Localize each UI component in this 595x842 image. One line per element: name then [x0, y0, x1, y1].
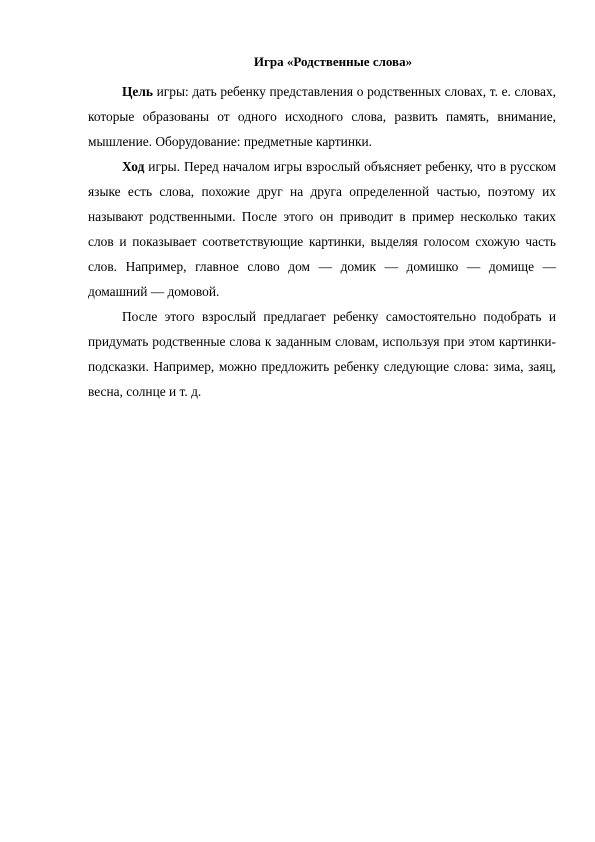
document-title: Игра «Родственные слова»	[253, 54, 413, 69]
paragraph-task-text: После этого взрослый предлагает ребенку самостоятельно подобрать и придумать родственные слова к заданным словам, используя при этом картинки-подсказки. Например, можно предложить ребенку следующие слова: зима, заяц, весна, солнце и т. д.	[88, 309, 556, 399]
paragraph-goal	[88, 79, 556, 154]
paragraph-goal-lead: Цель	[122, 84, 153, 99]
paragraph-procedure	[88, 154, 556, 304]
paragraph-goal-text: игры: дать ребенку представления о родственных словах, т. е. словах, которые образованы от одного исходного слова, развить память, внимание, мышление. Оборудование: предметные картинки.	[88, 84, 556, 149]
paragraph-procedure-lead: Ход	[122, 159, 145, 174]
paragraph-procedure-text: игры. Перед началом игры взрослый объясняет ребенку, что в русском языке есть слова, похожие друг на друга определенной частью, поэтому их называют родственными. После этого он приводит в пример несколько таких слов и показывает соответствующие картинки, выделяя голосом схожую часть слов. Например, главное слово дом — домик — домишко — домище — домашний — домовой.	[88, 159, 556, 299]
document-body	[88, 52, 556, 404]
paragraph-task	[88, 304, 556, 404]
